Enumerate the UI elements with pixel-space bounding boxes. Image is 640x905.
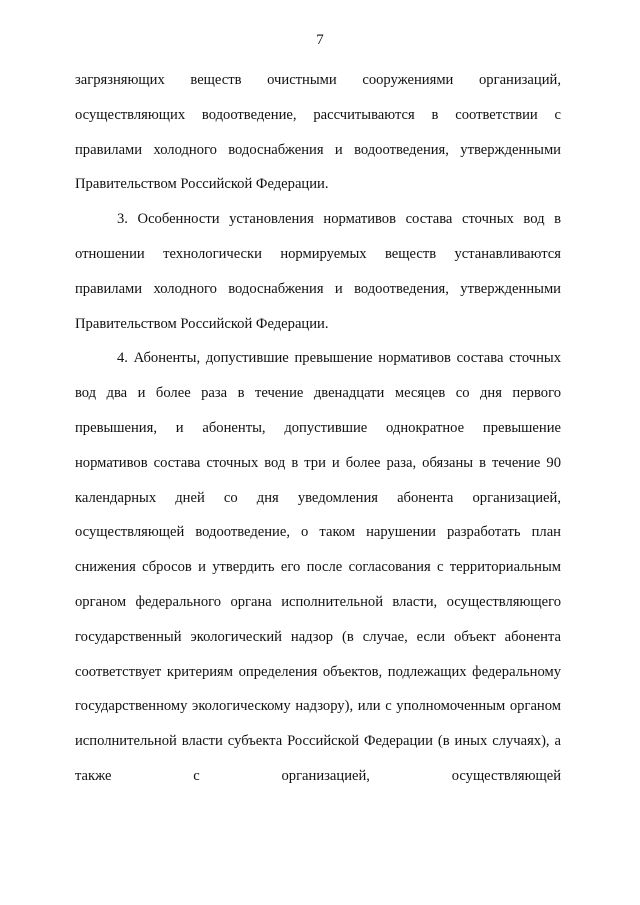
document-body (75, 63, 561, 794)
paragraph-continuation: загрязняющих веществ очистными сооружениями организаций, осуществляющих водоотведение, рассчитываются в соответствии с правилами холодного водоснабжения и водоотведения, утвержденными Правительством Российской Федерации. (75, 72, 561, 193)
paragraph-item-4: 4. Абоненты, допустившие превышение нормативов состава сточных вод два и более раза в течение двенадцати месяцев со дня первого превышения, и абоненты, допустившие однократное превышение нормативов состава сточных вод в три и более раза, обязаны в течение 90 календарных дней со дня уведомления абонента организацией, осуществляющей водоотведение, о таком нарушении разработать план снижения сбросов и утвердить его после согласования с территориальным органом федерального органа исполнительной власти, осуществляющего государственный экологический надзор (в случае, если объект абонента соответствует критериям определения объектов, подлежащих федеральному государственному экологическому надзору), или с уполномоченным органом исполнительной власти субъекта Российской Федерации (в иных случаях), а также с организацией, осуществляющей (75, 350, 561, 784)
paragraph-item-3: 3. Особенности установления нормативов состава сточных вод в отношении технологически нормируемых веществ устанавливаются правилами холодного водоснабжения и водоотведения, утвержденными Правительством Российской Федерации. (75, 211, 561, 332)
page-number: 7 (316, 32, 324, 48)
